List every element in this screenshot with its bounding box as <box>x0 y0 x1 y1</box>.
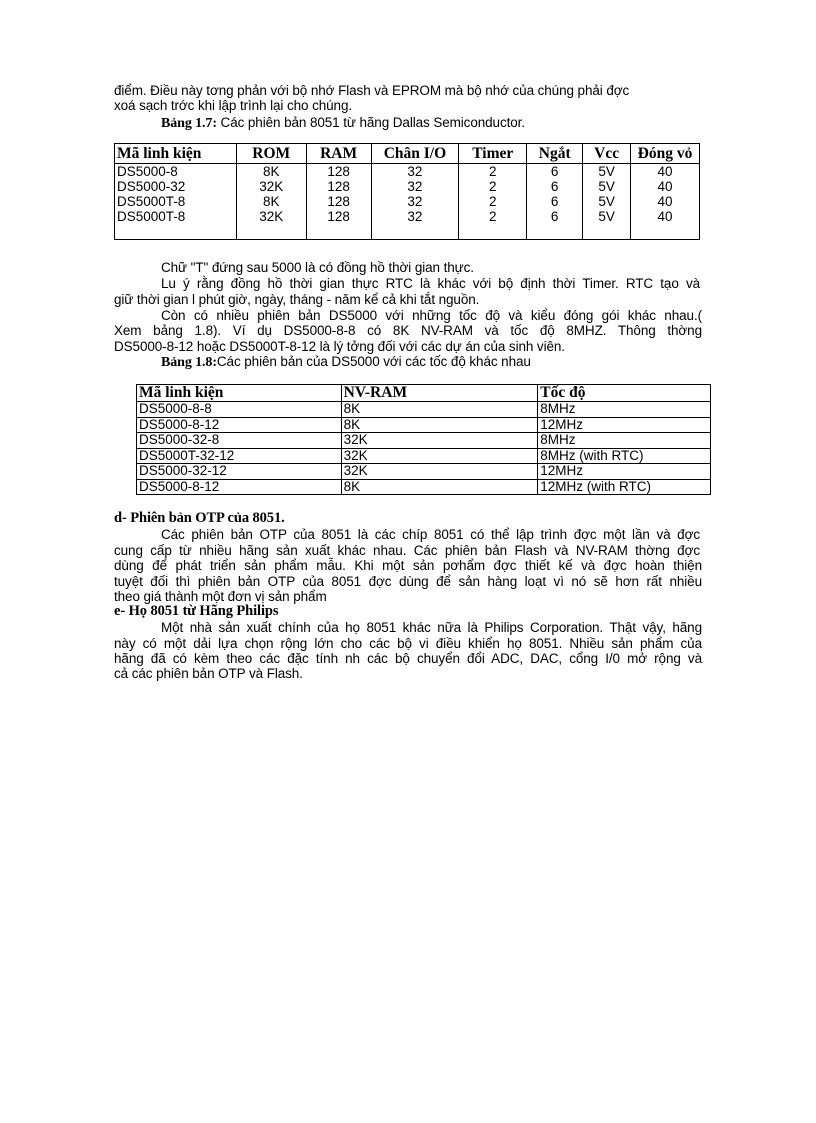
table-row-empty <box>115 224 700 240</box>
table-row <box>137 464 711 480</box>
table-cell: DS5000-8-12 <box>137 417 342 433</box>
table-cell: 8K <box>236 194 306 209</box>
section-e-heading: e- Họ 8051 từ Hãng Philips <box>114 603 279 619</box>
table-cell: 8MHz (with RTC) <box>538 448 711 464</box>
table-header-cell: Mã linh kiện <box>137 385 342 402</box>
table-header-cell: Vcc <box>583 144 631 164</box>
rtc-line-2: Lu ý rằng đồng hồ thời gian thực RTC là khác với bộ định thời Timer. RTC tạo và <box>161 276 700 291</box>
table-header-cell: ROM <box>236 144 306 164</box>
table-cell: 5V <box>583 179 631 194</box>
section-e-line-1: Một nhà sản xuất chính của họ 8051 khác nữa là Philips Corporation. Thật vậy, hãng <box>161 620 702 635</box>
table2-caption <box>161 354 531 371</box>
table-cell: 6 <box>527 194 583 209</box>
table-header-cell: Đóng vỏ <box>631 144 700 164</box>
section-d-line-4: tuyệt đối thì phiên bản OTP của 8051 đợc dùng để sản hàng loạt vì nó sẽ hơn rất nhiều <box>114 574 702 589</box>
table-header-row <box>115 144 700 164</box>
table-cell: 12MHz <box>538 464 711 480</box>
table1-caption-text: Các phiên bản 8051 từ hãng Dallas Semiconductor. <box>216 115 525 130</box>
table-cell: 32 <box>371 194 459 209</box>
intro-line-1: điểm. Điều này tơng phản với bộ nhớ Flash và EPROM mà bộ nhớ của chúng phải đợc <box>114 83 630 98</box>
table-row <box>137 448 711 464</box>
section-d-line-5: theo giá thành một đơn vị sản phẩm <box>114 589 327 604</box>
rtc-line-1: Chữ "T" đứng sau 5000 là có đồng hồ thời gian thực. <box>161 260 474 275</box>
table-cell: DS5000-8-8 <box>137 402 342 418</box>
table-cell: 32K <box>341 433 538 449</box>
section-e-line-2: này có một dải lựa chọn rộng lớn cho các bộ vi điều khiển họ 8051. Nhiều sản phẩm của <box>114 636 702 651</box>
table-header-cell: Chân I/O <box>371 144 459 164</box>
table-header-cell: Tốc độ <box>538 385 711 402</box>
table2-caption-text: Các phiên bản của DS5000 với các tốc độ khác nhau <box>216 354 531 369</box>
table-cell: 2 <box>459 164 527 180</box>
section-e-line-4: cả các phiên bản OTP và Flash. <box>114 666 303 681</box>
dallas-versions-table <box>114 143 700 240</box>
table-cell: 5V <box>583 209 631 224</box>
table-cell: 128 <box>306 194 371 209</box>
section-d-line-3: dùng để phát triển sản phẩm mẫu. Khi một sản pơhẩm đợc thiết kế và đợc hoàn thiện <box>114 558 702 573</box>
table-cell: 12MHz (with RTC) <box>538 479 711 495</box>
table-cell: DS5000-8 <box>115 164 237 180</box>
versions-line-2: Xem bảng 1.8). Ví dụ DS5000-8-8 có 8K NV-RAM và tốc độ 8MHZ. Thông thờng <box>114 323 702 338</box>
table-cell: 8K <box>341 479 538 495</box>
table-cell: 128 <box>306 179 371 194</box>
table-cell: DS5000-32-8 <box>137 433 342 449</box>
section-d-line-2: cung cấp từ nhiều hãng sản xuất khác nhau. Các phiên bản Flash và NV-RAM thờng đợc <box>114 543 700 558</box>
table-row <box>115 164 700 180</box>
section-d-line-1: Các phiên bản OTP của 8051 là các chíp 8051 có thể lập trình đợc một lần và đợc <box>161 527 700 542</box>
table-header-cell: RAM <box>306 144 371 164</box>
table-cell: 128 <box>306 164 371 180</box>
table-cell: 32K <box>236 209 306 224</box>
table-cell: 32 <box>371 164 459 180</box>
table-cell: 6 <box>527 179 583 194</box>
table-header-cell: NV-RAM <box>341 385 538 402</box>
table-row <box>137 402 711 418</box>
table-header-cell: Timer <box>459 144 527 164</box>
table-cell: 8K <box>236 164 306 180</box>
table-cell: 2 <box>459 209 527 224</box>
table-cell: 6 <box>527 209 583 224</box>
table1-caption-number: Bảng 1.7: <box>161 116 217 131</box>
table-cell: DS5000-8-12 <box>137 479 342 495</box>
table1-caption <box>161 115 525 132</box>
table-cell: DS5000T-32-12 <box>137 448 342 464</box>
table-header-cell: Ngắt <box>527 144 583 164</box>
table-row <box>115 179 700 194</box>
table-cell: 32K <box>341 464 538 480</box>
table-cell: 40 <box>631 179 700 194</box>
table2-caption-number: Bảng 1.8: <box>161 355 217 370</box>
table-header-cell: Mã linh kiện <box>115 144 237 164</box>
table-cell: 8MHz <box>538 402 711 418</box>
section-e-line-3: hãng đã có kèm theo các đặc tính nh các bộ chuyển đổi ADC, DAC, cổng I/0 mở rộng và <box>114 651 702 666</box>
table-cell: 32K <box>236 179 306 194</box>
table-cell: 8K <box>341 402 538 418</box>
table-header-row <box>137 385 711 402</box>
versions-line-1: Còn có nhiều phiên bản DS5000 với những tốc độ và kiểu đóng gói khác nhau.( <box>161 308 702 323</box>
table-cell: DS5000-32 <box>115 179 237 194</box>
intro-line-2: xoá sạch trớc khi lập trình lại cho chúng. <box>114 98 353 113</box>
table-cell: 32 <box>371 209 459 224</box>
table-cell: 8K <box>341 417 538 433</box>
table-cell: 8MHz <box>538 433 711 449</box>
table-cell: 40 <box>631 194 700 209</box>
section-d-heading: d- Phiên bản OTP của 8051. <box>114 510 285 526</box>
table-cell: DS5000T-8 <box>115 209 237 224</box>
table-cell: DS5000-32-12 <box>137 464 342 480</box>
table-row <box>137 433 711 449</box>
ds5000-speed-table <box>136 384 711 495</box>
versions-line-3: DS5000-8-12 hoặc DS5000T-8-12 là lý tởng đối với các dự án của sinh viên. <box>114 339 565 354</box>
table-cell: 2 <box>459 179 527 194</box>
table-row <box>137 479 711 495</box>
table-cell: 40 <box>631 209 700 224</box>
table-cell: 12MHz <box>538 417 711 433</box>
table-cell: 32K <box>341 448 538 464</box>
rtc-line-3: giữ thời gian l phút giờ, ngày, tháng - năm kể cả khi tắt nguồn. <box>114 292 480 307</box>
table-row <box>137 417 711 433</box>
table-cell: 6 <box>527 164 583 180</box>
table-cell: 40 <box>631 164 700 180</box>
table-cell: 5V <box>583 194 631 209</box>
table-cell: 5V <box>583 164 631 180</box>
table-cell: 32 <box>371 179 459 194</box>
table-cell: 128 <box>306 209 371 224</box>
table-cell: DS5000T-8 <box>115 194 237 209</box>
table-row <box>115 209 700 224</box>
table-row <box>115 194 700 209</box>
table-cell: 2 <box>459 194 527 209</box>
